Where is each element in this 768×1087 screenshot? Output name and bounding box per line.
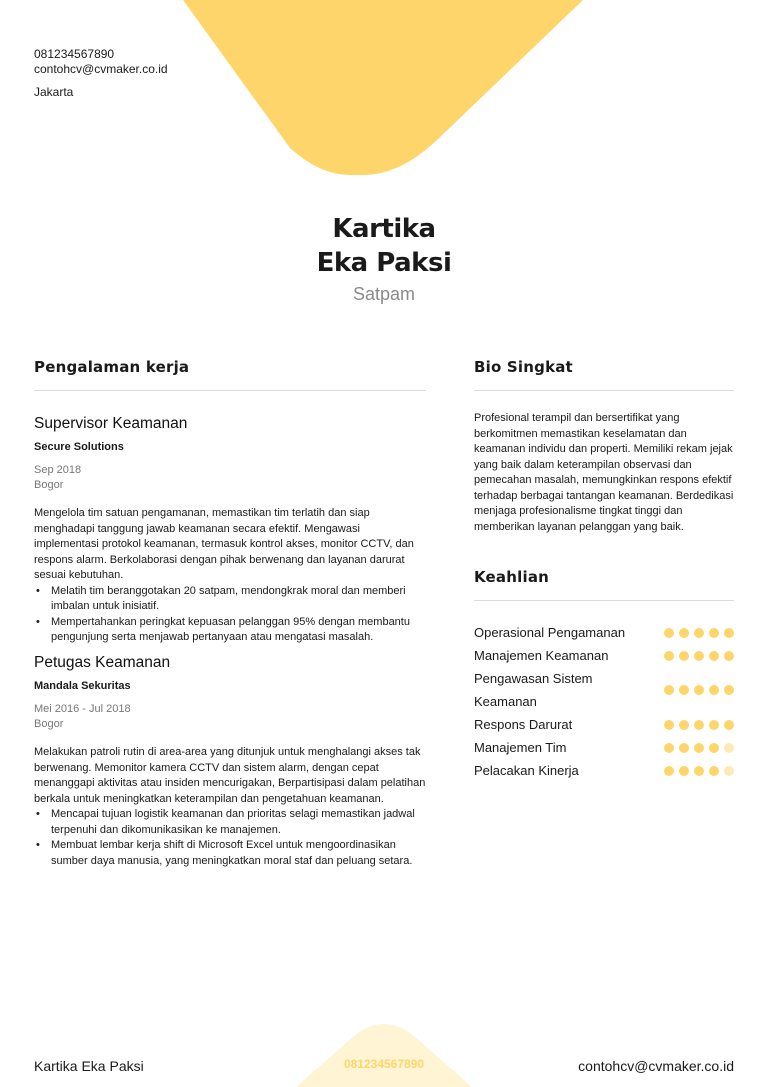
- footer-email: contohcv@cvmaker.co.id: [578, 1058, 734, 1074]
- first-name: Kartika: [332, 214, 436, 244]
- job-date: Sep 2018: [34, 464, 82, 476]
- rating-dot-filled: [679, 685, 689, 695]
- job-bullets: [34, 584, 426, 646]
- rating-dot-filled: [679, 628, 689, 638]
- rating-dot-filled: [664, 685, 674, 695]
- job-location: Bogor: [34, 479, 64, 491]
- rating-dot-filled: [694, 685, 704, 695]
- rating-dot-filled: [709, 685, 719, 695]
- contact-email: contohcv@cvmaker.co.id: [34, 62, 168, 76]
- rating-dot-filled: [664, 651, 674, 661]
- rating-dot-filled: [724, 628, 734, 638]
- rating-dot-filled: [679, 743, 689, 753]
- job-bullets: [34, 807, 426, 869]
- rating-dot-filled: [709, 743, 719, 753]
- skill-item: [474, 759, 734, 782]
- skill-rating: [664, 766, 734, 776]
- rating-dot-filled: [694, 628, 704, 638]
- skill-rating: [664, 628, 734, 638]
- rating-dot-filled: [724, 651, 734, 661]
- rating-dot-filled: [664, 743, 674, 753]
- bio-heading: Bio Singkat: [474, 358, 573, 376]
- job-company: Mandala Sekuritas: [34, 680, 131, 692]
- rating-dot-filled: [694, 720, 704, 730]
- rating-dot-filled: [664, 766, 674, 776]
- skill-item: [474, 667, 734, 713]
- rating-dot-empty: [724, 743, 734, 753]
- skills-heading: Keahlian: [474, 568, 550, 586]
- bio-text: Profesional terampil dan bersertifikat yang berkomitmen memastikan keselamatan dan keamanan individu dan properti. Memiliki rekam jejak yang baik dalam keterampilan observasi dan pemecahan masalah, memungkinkan respons efektif terhadap berbagai tantangan keamanan. Berdedikasi menjaga profesionalisme tingkat tinggi dan memberikan layanan pelanggan yang baik.: [474, 412, 734, 533]
- job-location: Bogor: [34, 718, 64, 730]
- skill-label: Respons Darurat: [474, 717, 573, 732]
- skill-label: Pengawasan Sistem Keamanan: [474, 671, 593, 709]
- rating-dot-filled: [679, 766, 689, 776]
- bio-divider: [474, 390, 734, 391]
- skill-rating: [664, 651, 734, 661]
- rating-dot-filled: [724, 720, 734, 730]
- job-role: Satpam: [352, 284, 416, 304]
- job-description: Mengelola tim satuan pengamanan, memastikan tim terlatih dan siap menghadapi tanggung jawab keamanan secara efektif. Mengawasi implementasi protokol keamanan, termasuk kontrol akses, monitor CCTV, dan respons alarm. Berkolaborasi dengan pihak berwenang dan layanan darurat sesuai kebutuhan.: [34, 507, 414, 581]
- rating-dot-filled: [694, 743, 704, 753]
- rating-dot-filled: [709, 628, 719, 638]
- rating-dot-filled: [679, 651, 689, 661]
- job-title: Petugas Keamanan: [34, 654, 171, 671]
- rating-dot-filled: [724, 685, 734, 695]
- contact-city: Jakarta: [34, 85, 74, 99]
- job-bullet: • Mencapai tujuan logistik keamanan dan prioritas selagi memastikan jadwal terpenuhi dan dikomunikasikan ke manajemen.: [34, 807, 426, 838]
- footer-name: Kartika Eka Paksi: [34, 1058, 144, 1074]
- skill-rating: [664, 685, 734, 695]
- skill-label: Manajemen Keamanan: [474, 648, 609, 663]
- last-name: Eka Paksi: [316, 248, 452, 278]
- job-description: Melakukan patroli rutin di area-area yang ditunjuk untuk menghalangi akses tak berwenang. Memonitor kamera CCTV dan sistem alarm, dengan cepat menanggapi aktivitas atau insiden mencurigakan, Berpartisipasi dalam pelatihan berkala untuk meningkatkan keterampilan dan pengetahuan keamanan.: [34, 746, 426, 805]
- rating-dot-filled: [694, 766, 704, 776]
- job-company: Secure Solutions: [34, 441, 124, 453]
- experience-heading: Pengalaman kerja: [34, 358, 190, 376]
- experience-divider: [34, 390, 426, 391]
- rating-dot-filled: [709, 766, 719, 776]
- job-bullet: • Membuat lembar kerja shift di Microsoft Excel untuk mengoordinasikan sumber daya manusia, yang meningkatkan moral staf dan peluang setara.: [34, 838, 426, 869]
- footer-phone: 081234567890: [343, 1057, 425, 1071]
- rating-dot-filled: [679, 720, 689, 730]
- skill-item: [474, 713, 734, 736]
- job-title: Supervisor Keamanan: [34, 415, 188, 432]
- job-meta: [34, 463, 426, 493]
- job-bullet: • Melatih tim beranggotakan 20 satpam, mendongkrak moral dan memberi imbalan untuk inisiatif.: [34, 584, 426, 615]
- skill-label: Pelacakan Kinerja: [474, 763, 579, 778]
- job-meta: [34, 702, 426, 732]
- job-entry: [34, 654, 426, 869]
- contact-phone: 081234567890: [34, 47, 115, 61]
- skill-rating: [664, 720, 734, 730]
- skills-divider: [474, 600, 734, 601]
- rating-dot-filled: [709, 651, 719, 661]
- rating-dot-filled: [664, 720, 674, 730]
- skill-label: Operasional Pengamanan: [474, 625, 626, 640]
- skill-item: [474, 621, 734, 644]
- rating-dot-filled: [694, 651, 704, 661]
- skill-label: Manajemen Tim: [474, 740, 567, 755]
- rating-dot-filled: [664, 628, 674, 638]
- skill-item: [474, 736, 734, 759]
- job-entry: [34, 415, 426, 646]
- skill-item: [474, 644, 734, 667]
- skill-rating: [664, 743, 734, 753]
- job-date: Mei 2016 - Jul 2018: [34, 703, 131, 715]
- skills-list: [474, 621, 734, 782]
- footer-decorative-shape: [296, 1024, 472, 1087]
- rating-dot-filled: [709, 720, 719, 730]
- contact-block: [34, 47, 168, 100]
- job-bullet: • Mempertahankan peringkat kepuasan pelanggan 95% dengan membantu pengunjung serta menjawab pertanyaan atau mengatasi masalah.: [34, 615, 426, 646]
- rating-dot-empty: [724, 766, 734, 776]
- full-name: [0, 212, 768, 280]
